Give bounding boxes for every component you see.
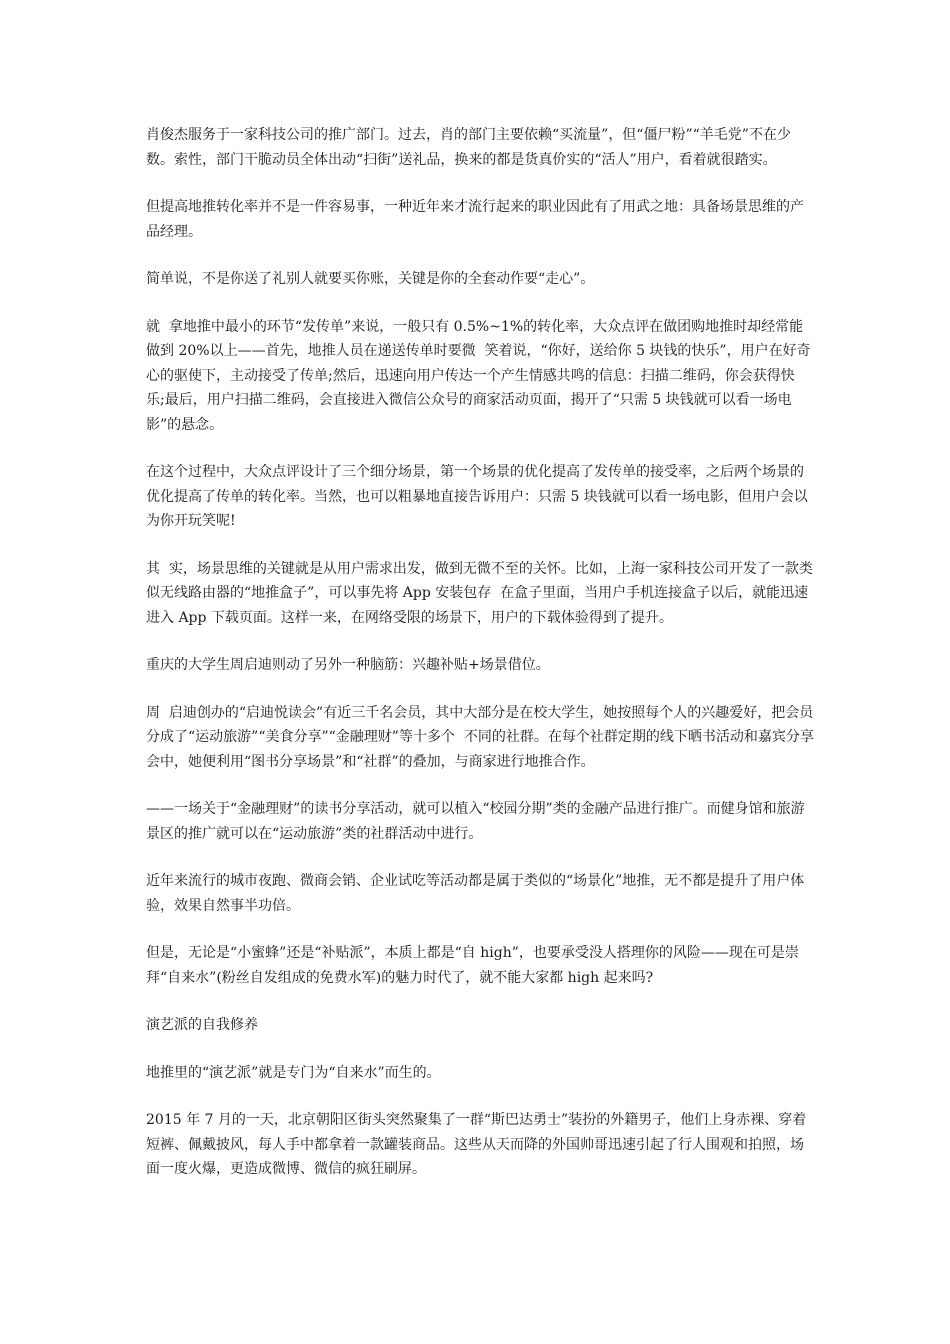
paragraph: 但提高地推转化率并不是一件容易事，一种近年来才流行起来的职业因此有了用武之地：具备场景思维的产品经理。 [146, 199, 804, 240]
paragraph: 简单说，不是你送了礼别人就要买你账，关键是你的全套动作要“走心”。 [146, 271, 595, 287]
paragraph: 周 启迪创办的“启迪悦读会”有近三千名会员，其中大部分是在校大学生，她按照每个人的兴趣爱好，把会员分成了“运动旅游”“美食分享”“金融理财”等十多个 不同的社群。在每个社群定期的线下晒书活动和嘉宾分享会中，她便利用“图书分享场景”和“社群”的叠加，与商家进行地推合作。 [146, 704, 814, 770]
paragraph: 近年来流行的城市夜跑、微商会销、企业试吃等活动都是属于类似的“场景化”地推，无不都是提升了用户体验，效果自然事半功倍。 [146, 873, 805, 914]
paragraph: 但是，无论是“小蜜蜂”还是“补贴派”，本质上都是“自 high”，也要承受没人搭理你的风险——现在可是崇拜“自来水”(粉丝自发组成的免费水军)的魅力时代了，就不能大家都 high 起来吗? [146, 945, 799, 986]
paragraph: 在这个过程中，大众点评设计了三个细分场景，第一个场景的优化提高了发传单的接受率，之后两个场景的优化提高了传单的转化率。当然，也可以粗暴地直接告诉用户：只需 5 块钱就可以看一场电影，但用户会以为你开玩笑呢! [146, 464, 808, 529]
document-page [146, 123, 814, 1205]
paragraph: 其 实，场景思维的关键就是从用户需求出发，做到无微不至的关怀。比如，上海一家科技公司开发了一款类似无线路由器的“地推盒子”，可以事先将 App 安装包存 在盒子里面，当用户手机连接盒子以后，就能迅速进入 App 下载页面。这样一来，在网络受限的场景下，用户的下载体验得到了提升。 [146, 560, 813, 626]
paragraph: 重庆的大学生周启迪则动了另外一种脑筋：兴趣补贴+场景借位。 [146, 657, 550, 673]
paragraph: 2015 年 7 月的一天，北京朝阳区街头突然聚集了一群“斯巴达勇士”装扮的外籍男子，他们上身赤裸、穿着短裤、佩戴披风，每人手中都拿着一款罐装商品。这些从天而降的外国帅哥迅速引起了行人围观和拍照，场面一度火爆，更造成微博、微信的疯狂刷屏。 [146, 1112, 807, 1177]
paragraph: 就 拿地推中最小的环节“发传单”来说，一般只有 0.5%~1%的转化率，大众点评在做团购地推时却经常能做到 20%以上——首先，地推人员在递送传单时要微 笑着说，“你好，送给你 5 块钱的快乐”，用户在好奇心的驱使下，主动接受了传单;然后，迅速向用户传达一个产生情感共鸣的信息：扫描二维码，你会获得快 乐;最后，用户扫描二维码，会直接进入微信公众号的商家活动页面，揭开了“只需 5 块钱就可以看一场电影”的悬念。 [146, 318, 811, 433]
paragraph: 地推里的“演艺派”就是专门为“自来水”而生的。 [146, 1064, 441, 1081]
paragraph: ——一场关于“金融理财”的读书分享活动，就可以植入“校园分期”类的金融产品进行推广。而健身馆和旅游景区的推广就可以在“运动旅游”类的社群活动中进行。 [146, 801, 805, 842]
section-heading: 演艺派的自我修养 [146, 1017, 258, 1033]
paragraph: 肖俊杰服务于一家科技公司的推广部门。过去，肖的部门主要依赖“买流量”，但“僵尸粉”“羊毛党”不在少数。索性，部门干脆动员全体出动“扫街”送礼品，换来的都是货真价实的“活人”用户，看着就很踏实。 [146, 127, 791, 168]
